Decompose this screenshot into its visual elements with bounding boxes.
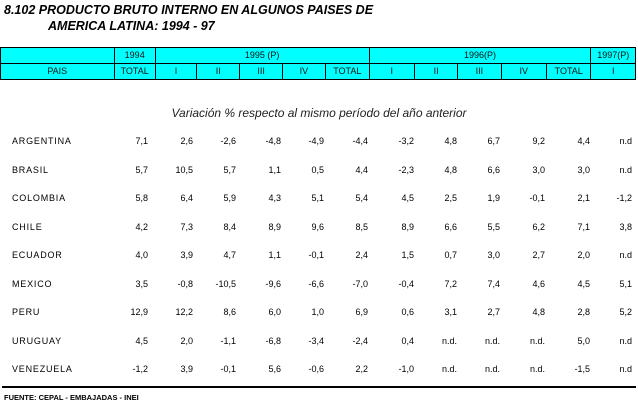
header-sub: I <box>591 64 636 80</box>
value-cell: 8,9 <box>268 221 281 232</box>
value-cell: 4,5 <box>135 335 148 346</box>
value-cell: n.d. <box>441 335 457 346</box>
header-sub: TOTAL <box>326 64 369 80</box>
value-cell: 3,1 <box>444 307 457 317</box>
column-header-table <box>0 47 636 80</box>
value-cell: 4,3 <box>268 193 281 203</box>
country-name: VENEZUELA <box>12 364 73 374</box>
header-pais: PAIS <box>1 64 115 80</box>
value-cell: 2,5 <box>444 193 457 203</box>
value-cell: -0,1 <box>529 193 545 203</box>
value-cell: 6,7 <box>487 136 500 146</box>
value-cell: -1,0 <box>398 364 414 374</box>
title-line-2: AMERICA LATINA: 1994 - 97 <box>48 19 215 33</box>
value-cell: 3,9 <box>180 364 193 374</box>
bottom-divider <box>2 386 636 388</box>
value-cell: 1,1 <box>268 164 281 175</box>
title-line-1: 8.102 PRODUCTO BRUTO INTERNO EN ALGUNOS PAISES DE <box>4 3 374 17</box>
value-cell: 5,1 <box>619 278 632 289</box>
value-cell: 3,5 <box>135 278 148 289</box>
value-cell: 6,0 <box>268 307 281 317</box>
value-cell: -2,6 <box>220 136 236 146</box>
header-sub: II <box>197 64 240 80</box>
value-cell: -9,6 <box>265 278 281 289</box>
country-name: CHILE <box>12 221 43 232</box>
value-cell: n.d <box>619 364 632 374</box>
value-cell: 3,9 <box>180 250 193 260</box>
value-cell: 8,6 <box>223 307 236 317</box>
value-cell: 6,6 <box>487 164 500 175</box>
value-cell: 2,6 <box>180 136 193 146</box>
value-cell: n.d <box>619 164 632 175</box>
header-sub: III <box>240 64 282 80</box>
value-cell: n.d. <box>441 364 457 374</box>
value-cell: 1,9 <box>487 193 500 203</box>
value-cell: 5,8 <box>135 193 148 203</box>
header-year-1995: 1995 (P) <box>155 48 369 64</box>
value-cell: -10,5 <box>215 278 236 289</box>
table-row <box>0 242 638 271</box>
source-note: FUENTE: CEPAL - EMBAJADAS - INEI <box>4 393 139 402</box>
value-cell: -0,8 <box>177 278 193 289</box>
value-cell: -0,4 <box>398 278 414 289</box>
table-row <box>0 356 638 385</box>
value-cell: 5,5 <box>487 221 500 232</box>
value-cell: 5,9 <box>223 193 236 203</box>
value-cell: 4,4 <box>577 136 590 146</box>
country-name: ARGENTINA <box>12 136 72 146</box>
value-cell: 3,8 <box>619 221 632 232</box>
value-cell: -1,5 <box>574 364 590 374</box>
value-cell: 7,1 <box>577 221 590 232</box>
value-cell: 6,6 <box>444 221 457 232</box>
value-cell: 2,7 <box>532 250 545 260</box>
value-cell: 9,6 <box>311 221 324 232</box>
value-cell: -1,1 <box>220 335 236 346</box>
value-cell: n.d <box>619 335 632 346</box>
value-cell: 2,0 <box>180 335 193 346</box>
value-cell: 7,4 <box>487 278 500 289</box>
value-cell: -4,9 <box>308 136 324 146</box>
value-cell: 4,5 <box>577 278 590 289</box>
value-cell: 4,8 <box>532 307 545 317</box>
value-cell: n.d. <box>529 335 545 346</box>
value-cell: 0,6 <box>401 307 414 317</box>
value-cell: 5,7 <box>135 164 148 175</box>
value-cell: 5,2 <box>619 307 632 317</box>
value-cell: 8,5 <box>355 221 368 232</box>
value-cell: -1,2 <box>132 364 148 374</box>
value-cell: 9,2 <box>532 136 545 146</box>
value-cell: -6,6 <box>308 278 324 289</box>
value-cell: 1,5 <box>401 250 414 260</box>
value-cell: 6,2 <box>532 221 545 232</box>
value-cell: 8,9 <box>401 221 414 232</box>
value-cell: 2,7 <box>487 307 500 317</box>
value-cell: 12,9 <box>130 307 148 317</box>
value-cell: 0,4 <box>401 335 414 346</box>
value-cell: n.d. <box>529 364 545 374</box>
value-cell: 5,4 <box>355 193 368 203</box>
table-row <box>0 128 638 157</box>
value-cell: 3,0 <box>532 164 545 175</box>
value-cell: 4,0 <box>135 250 148 260</box>
value-cell: n.d <box>619 136 632 146</box>
value-cell: 4,4 <box>355 164 368 175</box>
value-cell: 12,2 <box>175 307 193 317</box>
table-row <box>0 299 638 328</box>
value-cell: 0,7 <box>444 250 457 260</box>
value-cell: 4,7 <box>223 250 236 260</box>
header-sub: IV <box>282 64 325 80</box>
country-name: COLOMBIA <box>12 193 66 203</box>
value-cell: 3,0 <box>577 164 590 175</box>
table-row <box>0 214 638 243</box>
value-cell: 5,1 <box>311 193 324 203</box>
header-sub: IV <box>501 64 546 80</box>
value-cell: 8,4 <box>223 221 236 232</box>
header-sub: I <box>369 64 414 80</box>
header-sub: TOTAL <box>114 64 155 80</box>
value-cell: 7,1 <box>135 136 148 146</box>
country-name: BRASIL <box>12 164 49 175</box>
value-cell: n.d. <box>484 364 500 374</box>
table-subtitle: Variación % respecto al mismo período del año anterior <box>171 106 467 120</box>
value-cell: 6,4 <box>180 193 193 203</box>
header-blank <box>1 48 115 64</box>
value-cell: -3,4 <box>308 335 324 346</box>
value-cell: 4,8 <box>444 136 457 146</box>
country-name: MEXICO <box>12 278 53 289</box>
header-year-1997: 1997(P) <box>591 48 636 64</box>
value-cell: -2,4 <box>352 335 368 346</box>
value-cell: 4,8 <box>444 164 457 175</box>
table-row <box>0 157 638 186</box>
value-cell: 4,2 <box>135 221 148 232</box>
value-cell: 2,0 <box>577 250 590 260</box>
value-cell: n.d. <box>484 335 500 346</box>
value-cell: 2,4 <box>355 250 368 260</box>
header-sub: II <box>414 64 457 80</box>
value-cell: -4,4 <box>352 136 368 146</box>
value-cell: 2,1 <box>577 193 590 203</box>
table-row <box>0 271 638 300</box>
value-cell: 0,5 <box>311 164 324 175</box>
value-cell: 2,8 <box>577 307 590 317</box>
header-year-1994: 1994 <box>114 48 155 64</box>
value-cell: -1,2 <box>616 193 632 203</box>
value-cell: 4,6 <box>532 278 545 289</box>
table-row <box>0 185 638 214</box>
value-cell: 7,3 <box>180 221 193 232</box>
country-name: ECUADOR <box>12 250 63 260</box>
value-cell: -0,1 <box>220 364 236 374</box>
value-cell: 4,5 <box>401 193 414 203</box>
table-row <box>0 328 638 357</box>
value-cell: -7,0 <box>352 278 368 289</box>
value-cell: 2,2 <box>355 364 368 374</box>
value-cell: 1,1 <box>268 250 281 260</box>
value-cell: -0,6 <box>308 364 324 374</box>
country-name: URUGUAY <box>12 335 62 346</box>
value-cell: -4,8 <box>265 136 281 146</box>
value-cell: 5,0 <box>577 335 590 346</box>
value-cell: 3,0 <box>487 250 500 260</box>
value-cell: 5,6 <box>268 364 281 374</box>
value-cell: 6,9 <box>355 307 368 317</box>
header-year-1996: 1996(P) <box>369 48 591 64</box>
header-sub: TOTAL <box>547 64 591 80</box>
country-name: PERU <box>12 307 41 317</box>
value-cell: -6,8 <box>265 335 281 346</box>
value-cell: n.d <box>619 250 632 260</box>
value-cell: -0,1 <box>308 250 324 260</box>
data-rows <box>0 128 638 385</box>
value-cell: 1,0 <box>311 307 324 317</box>
header-sub: I <box>155 64 196 80</box>
value-cell: 5,7 <box>223 164 236 175</box>
table-title <box>4 2 373 34</box>
value-cell: 10,5 <box>175 164 193 175</box>
header-sub: III <box>458 64 501 80</box>
value-cell: -3,2 <box>398 136 414 146</box>
value-cell: 7,2 <box>444 278 457 289</box>
value-cell: -2,3 <box>398 164 414 175</box>
